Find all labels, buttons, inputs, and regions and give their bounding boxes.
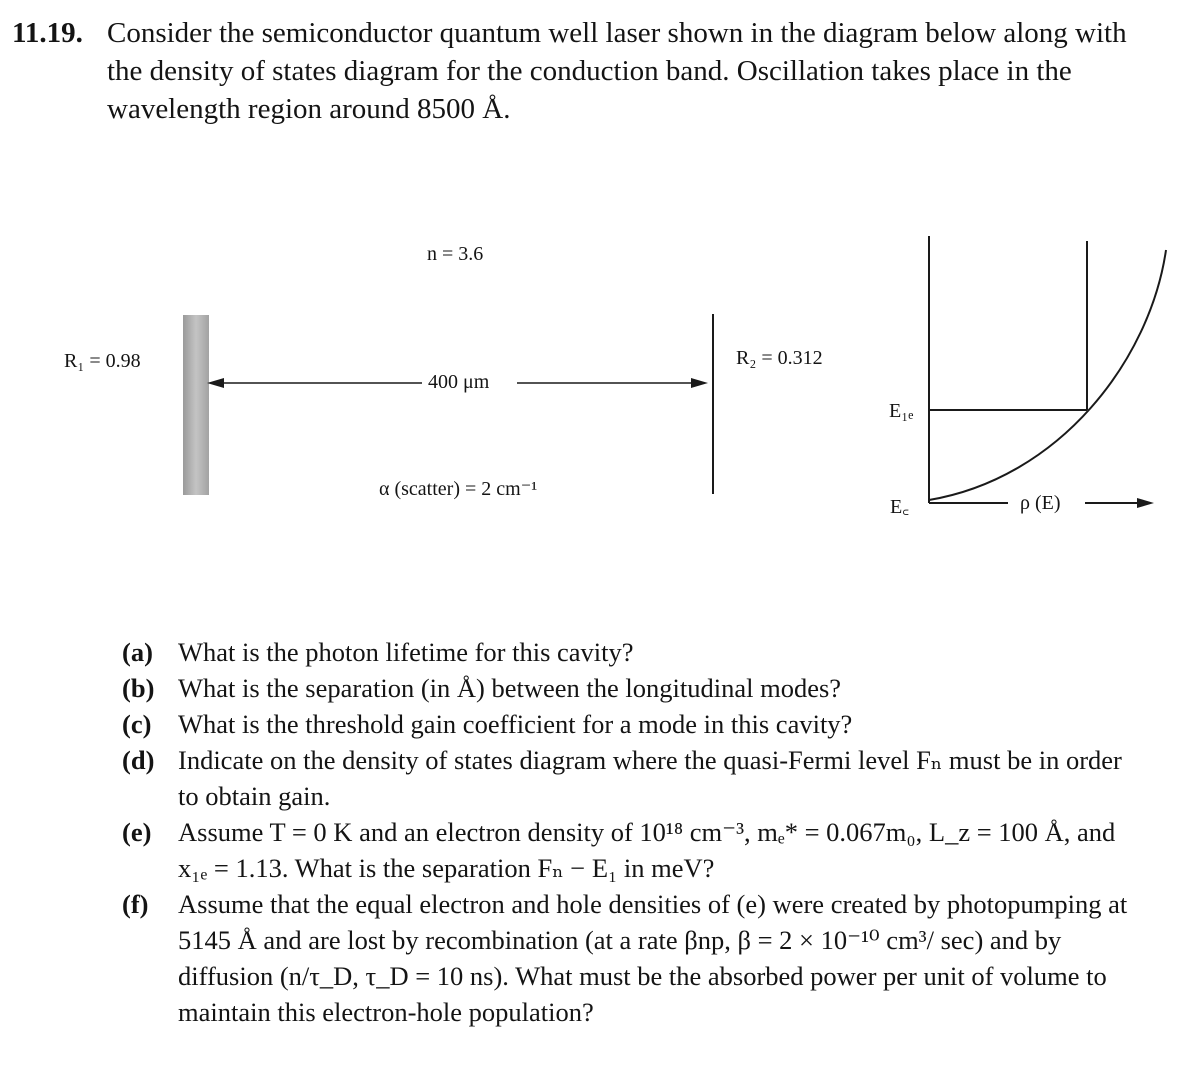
question-text: Assume that the equal electron and hole densities of (e) were created by photopumping at 5145 Å and are lost by recombination (at a rate βnp, β = 2 × 10⁻¹⁰ cm³/ sec) and by diffusion (n/τ_D, τ_D = 10 ns). What must be the absorbed power per unit of volume to maintain this electron-hole population? — [178, 889, 1128, 1027]
question-b — [122, 670, 1142, 706]
arrowhead-left — [207, 378, 224, 388]
scatter-label: α (scatter) = 2 cm⁻¹ — [379, 478, 538, 500]
rho-label: ρ (E) — [1020, 492, 1061, 514]
r2-label: R₂ = 0.312 — [736, 347, 823, 369]
question-text: What is the photon lifetime for this cavity? — [178, 637, 634, 667]
question-tag: (f) — [122, 889, 149, 919]
ec-label: E꜀ — [890, 496, 910, 518]
problem-number: 11.19. — [12, 17, 83, 49]
question-text: Assume T = 0 K and an electron density of 10¹⁸ cm⁻³, mₑ* = 0.067m₀, L_z = 100 Å, and x₁ₑ = 1.13. What is the separation Fₙ − E₁ in meV? — [178, 817, 1116, 883]
question-text: What is the threshold gain coefficient for a mode in this cavity? — [178, 709, 853, 739]
question-text: What is the separation (in Å) between the longitudinal modes? — [178, 673, 842, 703]
question-a — [122, 634, 1142, 670]
question-f — [122, 886, 1142, 1030]
question-tag: (e) — [122, 817, 152, 847]
rho-arrowhead — [1137, 498, 1154, 508]
question-text: Indicate on the density of states diagram where the quasi-Fermi level Fₙ must be in order to obtain gain. — [178, 745, 1122, 811]
question-d — [122, 742, 1142, 814]
e1e-label: E₁ₑ — [889, 400, 914, 422]
question-e — [122, 814, 1142, 886]
refractive-index-label: n = 3.6 — [427, 243, 484, 265]
question-tag: (d) — [122, 745, 155, 775]
question-list — [122, 634, 1142, 1030]
arrowhead-right — [691, 378, 708, 388]
question-tag: (b) — [122, 673, 155, 703]
question-tag: (a) — [122, 637, 153, 667]
problem-text: Consider the semiconductor quantum well laser shown in the diagram below along with the density of states diagram for the conduction band. Oscillation takes place in the wavelength region around 8500 Å. — [107, 17, 1127, 125]
r1-label: R₁ = 0.98 — [64, 350, 141, 372]
question-tag: (c) — [122, 709, 152, 739]
question-c — [122, 706, 1142, 742]
parabolic-dos-curve — [929, 250, 1166, 500]
length-label: 400 μm — [428, 371, 490, 393]
